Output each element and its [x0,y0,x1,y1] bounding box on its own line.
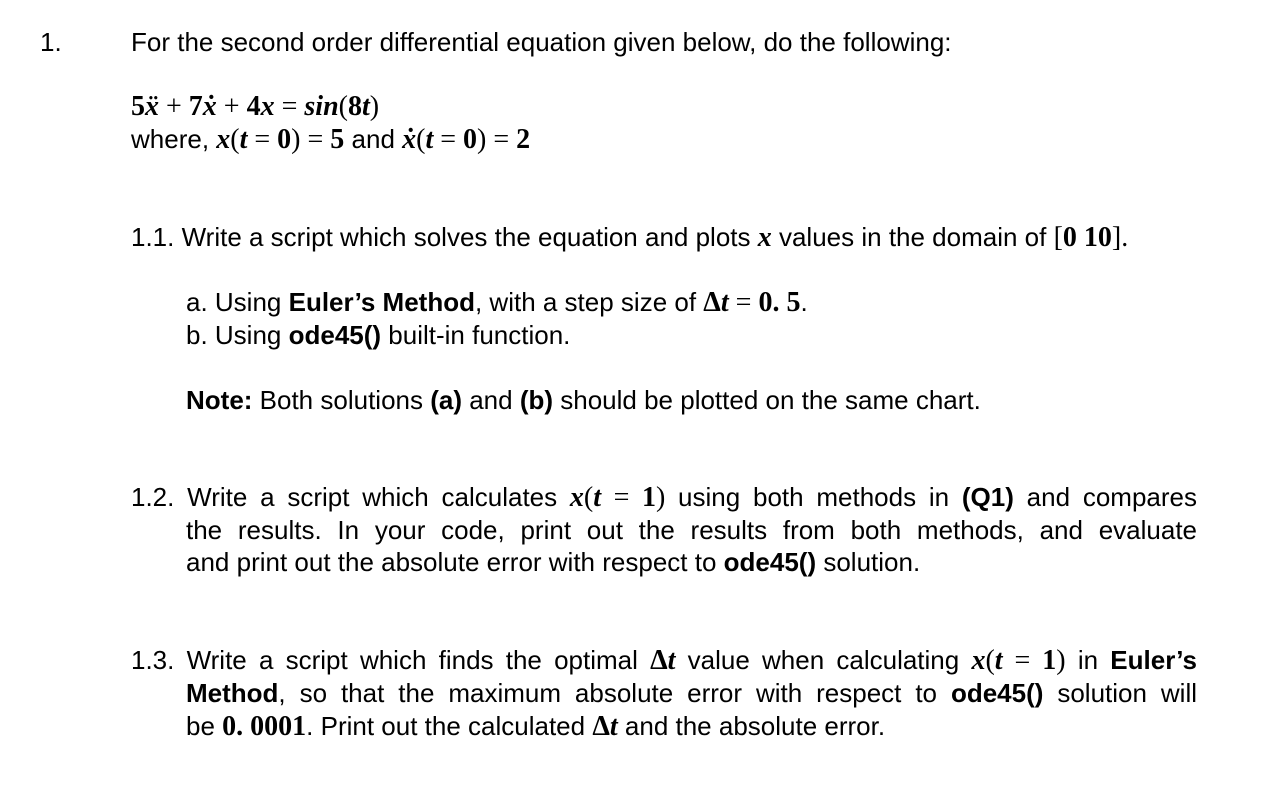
differential-equation [131,90,379,123]
ic-zero: 0 [277,124,292,155]
q12-l3-a: and print out the absolute error with respect to [186,547,724,577]
q13-l1-a: 1.3. Write a script which finds the optimal [131,645,651,675]
q13-x: x [971,645,986,676]
q13-delta-2: Δ [592,711,610,742]
q13-l3-a: be [186,711,223,741]
q12-line-3 [186,546,920,578]
initial-conditions [131,123,530,156]
q11-item-a [186,286,808,319]
q11-domain-close: ]. [1111,222,1129,253]
eq-open: ( [338,91,348,122]
q11a-mid: , with a step size of [474,287,704,317]
ic-zero2: 0 [463,124,478,155]
ic-t: t [239,124,248,155]
note-label: Note: [186,385,253,415]
q12-l2-text: the results. In your code, print out the results from both methods, and evaluate [186,515,1197,545]
q13-t: t [667,645,676,676]
q11a-t: t [720,287,729,318]
q13-line-3 [186,710,885,743]
q11b-ode45: ode45() [288,320,382,350]
q11a-val: 0. 5 [758,287,801,318]
q11-domain-open: [ [1053,222,1063,253]
q11a-delta: Δ [703,287,721,318]
q13-l1-b: value when calculating [675,645,972,675]
eq-xdot: ẋ [202,91,217,122]
q13-euler: Euler’s [1110,645,1197,675]
q11-note [186,384,981,416]
note-and: and [462,385,520,415]
q11-item-b [186,319,570,351]
q11a-prefix: a. Using [186,287,289,317]
q11a-euler: Euler’s Method [288,287,475,317]
q12-line-2 [186,514,1197,546]
ic-t2: t [425,124,434,155]
q12-ode45: ode45() [723,547,817,577]
q11-var-x: x [757,222,772,253]
q12-open: ( [583,482,594,513]
note-text-a: Both solutions [252,385,431,415]
ic-eq4: = [486,124,517,155]
q12-l1-c: and compares [1013,482,1197,512]
q13-l3-c: and the absolute error. [617,711,886,741]
q13-eq: = [1002,645,1043,676]
q13-method: Method [186,678,279,708]
q12-l3-b: solution. [816,547,921,577]
question-number [40,26,62,58]
q11-text-a: 1.1. Write a script which solves the equation and plots [131,222,758,252]
q13-l3-b: . Print out the calculated [306,711,593,741]
q11b-prefix: b. Using [186,320,289,350]
q12-line-1 [131,481,1197,514]
q13-l1-c: in [1065,645,1111,675]
q12-l1-b: using both methods in [665,482,962,512]
ic-val1: 5 [330,124,345,155]
eq-sin: sin [304,91,339,122]
q13-delta: Δ [650,645,668,676]
note-end: should be plotted on the same chart. [553,385,981,415]
q11-text-b: values in the domain of [771,222,1054,252]
ic-close: ) [291,124,301,155]
q13-ode45: ode45() [950,678,1044,708]
q13-line-2 [186,677,1197,709]
ic-and: and [344,124,403,154]
eq-close: ) [369,91,380,122]
eq-coef-5: 5 [131,91,145,122]
question-intro [131,26,952,58]
q12-x: x [569,482,584,513]
q13-close: ) [1056,645,1066,676]
eq-plus: + [159,91,189,122]
ic-x: x [216,124,231,155]
question-number-text: 1. [40,27,62,57]
q13-open: ( [985,645,995,676]
q11-domain-vals: 0 10 [1062,222,1112,253]
q13-tolerance: 0. 0001 [222,711,307,742]
q11a-end: . [800,287,808,317]
q12-q1-ref: (Q1) [961,482,1014,512]
ic-open: ( [230,124,240,155]
ic-eq2: = [300,124,331,155]
eq-t: t [361,91,370,122]
q12-eq: = [601,482,642,513]
eq-plus-2: + [216,91,247,122]
q12-close: ) [655,482,666,513]
note-a: (a) [430,385,462,415]
intro-text: For the second order differential equation given below, do the following: [131,27,952,57]
q13-line-1 [131,644,1197,677]
q11-heading [131,221,1128,254]
where-label: where, [131,124,217,154]
ic-eq: = [247,124,278,155]
ic-open2: ( [416,124,426,155]
q13-tt: t [994,645,1003,676]
ic-close2: ) [477,124,487,155]
q11b-end: built-in function. [381,320,571,350]
q13-one: 1 [1042,645,1057,676]
ic-val2: 2 [516,124,531,155]
eq-coef-4: 4 [246,91,261,122]
eq-equals: = [274,91,305,122]
q12-t: t [593,482,602,513]
eq-8: 8 [347,91,362,122]
q11a-eq: = [728,287,759,318]
ic-eq3: = [433,124,464,155]
eq-xddot: ẍ [145,91,159,122]
note-b: (b) [519,385,554,415]
q12-l1-a: 1.2. Write a script which calculates [131,482,570,512]
q13-t-2: t [609,711,618,742]
ic-xdot: ẋ [402,124,417,155]
q12-one: 1 [641,482,656,513]
q13-l2-a: , so that the maximum absolute error with respect to [278,678,951,708]
q13-l2-b: solution will [1043,678,1197,708]
eq-coef-7: 7 [188,91,203,122]
eq-x: x [260,91,275,122]
